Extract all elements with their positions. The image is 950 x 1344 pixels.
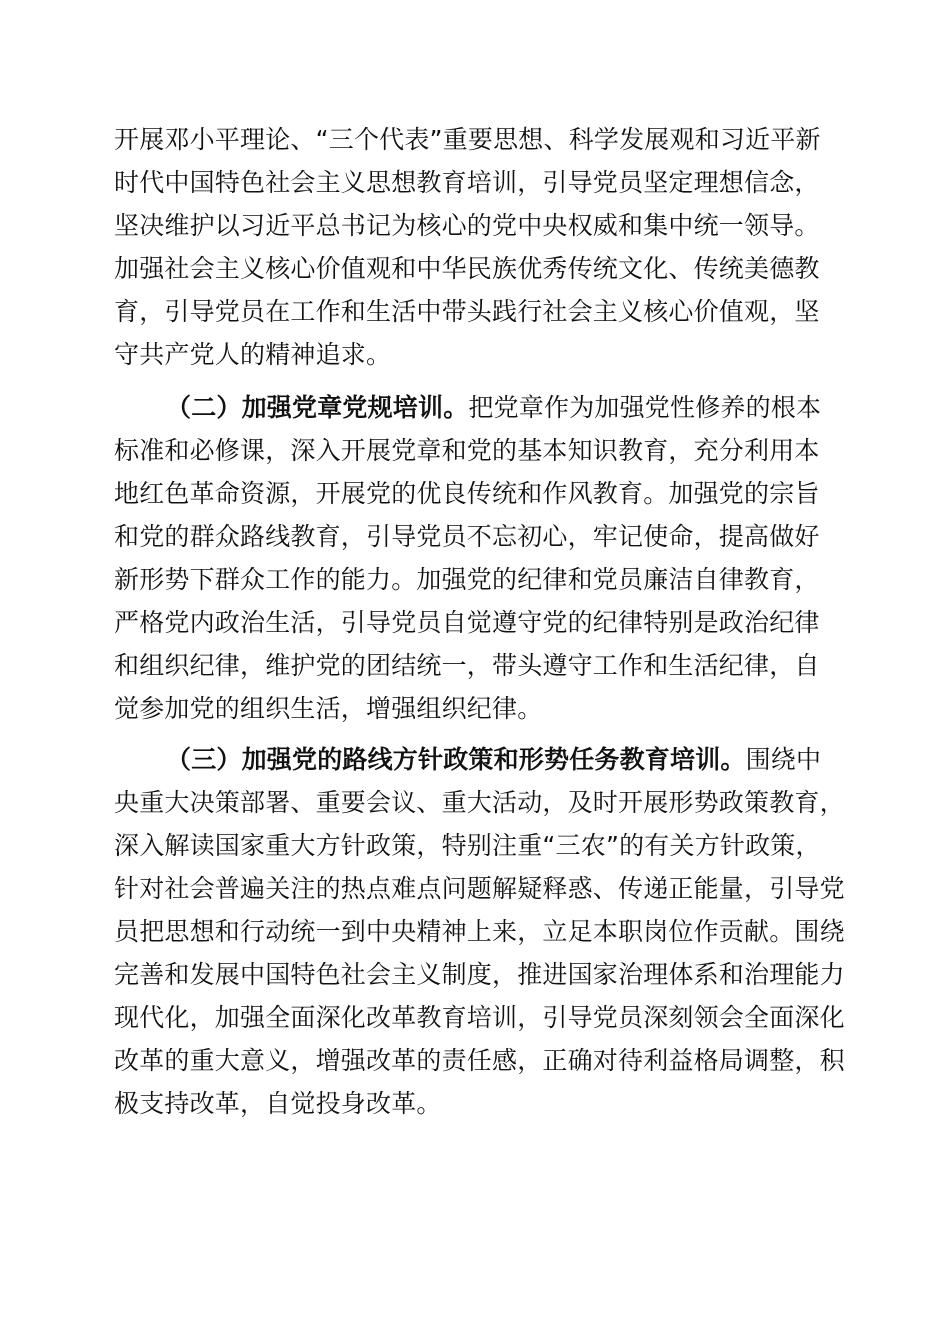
text-line: 时代中国特色社会主义思想教育培训，引导党员坚定理想信念，	[114, 168, 820, 197]
heading-continuation: 围绕中	[745, 745, 822, 774]
text-line: 针对社会普遍关注的热点难点问题解疑释惑、传递正能量，引导党	[114, 874, 845, 903]
text-line: 严格党内政治生活，引导党员自觉遵守党的纪律特别是政治纪律	[114, 608, 820, 637]
text-line: 育，引导党员在工作和生活中带头践行社会主义核心价值观，坚	[114, 297, 820, 326]
section-heading: （二）加强党章党规培训。	[166, 393, 469, 422]
text-line: 加强社会主义核心价值观和中华民族优秀传统文化、传统美德教	[114, 254, 820, 283]
heading-continuation: 把党章作为加强党性修养的根本	[468, 393, 822, 422]
paragraph-2	[114, 386, 854, 730]
text-line: 完善和发展中国特色社会主义制度，推进国家治理体系和治理能力	[114, 960, 845, 989]
text-line: 现代化，加强全面深化改革教育培训，引导党员深刻领会全面深化	[114, 1003, 845, 1032]
text-line: 标准和必修课，深入开展党章和党的基本知识教育，充分利用本	[114, 436, 820, 465]
text-line: 新形势下群众工作的能力。加强党的纪律和党员廉洁自律教育，	[114, 565, 820, 594]
text-line: 极支持改革，自觉投身改革。	[114, 1089, 442, 1118]
document-page	[114, 118, 854, 1125]
text-line: 改革的重大意义，增强改革的责任感，正确对待利益格局调整，积	[114, 1046, 845, 1075]
text-line: 员把思想和行动统一到中央精神上来，立足本职岗位作贡献。围绕	[114, 917, 845, 946]
paragraph-3	[114, 738, 854, 1125]
text-line: 坚决维护以习近平总书记为核心的党中央权威和集中统一领导。	[114, 211, 820, 240]
text-line: 和党的群众路线教育，引导党员不忘初心，牢记使命，提高做好	[114, 522, 820, 551]
text-line: 央重大决策部署、重要会议、重大活动，及时开展形势政策教育，	[114, 788, 845, 817]
section-heading: （三）加强党的路线方针政策和形势任务教育培训。	[166, 745, 746, 774]
text-line: 觉参加党的组织生活，增强组织纪律。	[114, 694, 543, 723]
text-line: 深入解读国家重大方针政策，特别注重“三农”的有关方针政策，	[114, 831, 821, 860]
text-line: 守共产党人的精神追求。	[114, 340, 392, 369]
paragraph-1	[114, 118, 854, 376]
paragraph-first-line	[114, 386, 854, 429]
text-line: 地红色革命资源，开展党的优良传统和作风教育。加强党的宗旨	[114, 479, 820, 508]
text-line: 开展邓小平理论、“三个代表”重要思想、科学发展观和习近平新	[114, 125, 821, 154]
paragraph-first-line	[114, 738, 854, 781]
text-line: 和组织纪律，维护党的团结统一，带头遵守工作和生活纪律，自	[114, 651, 820, 680]
